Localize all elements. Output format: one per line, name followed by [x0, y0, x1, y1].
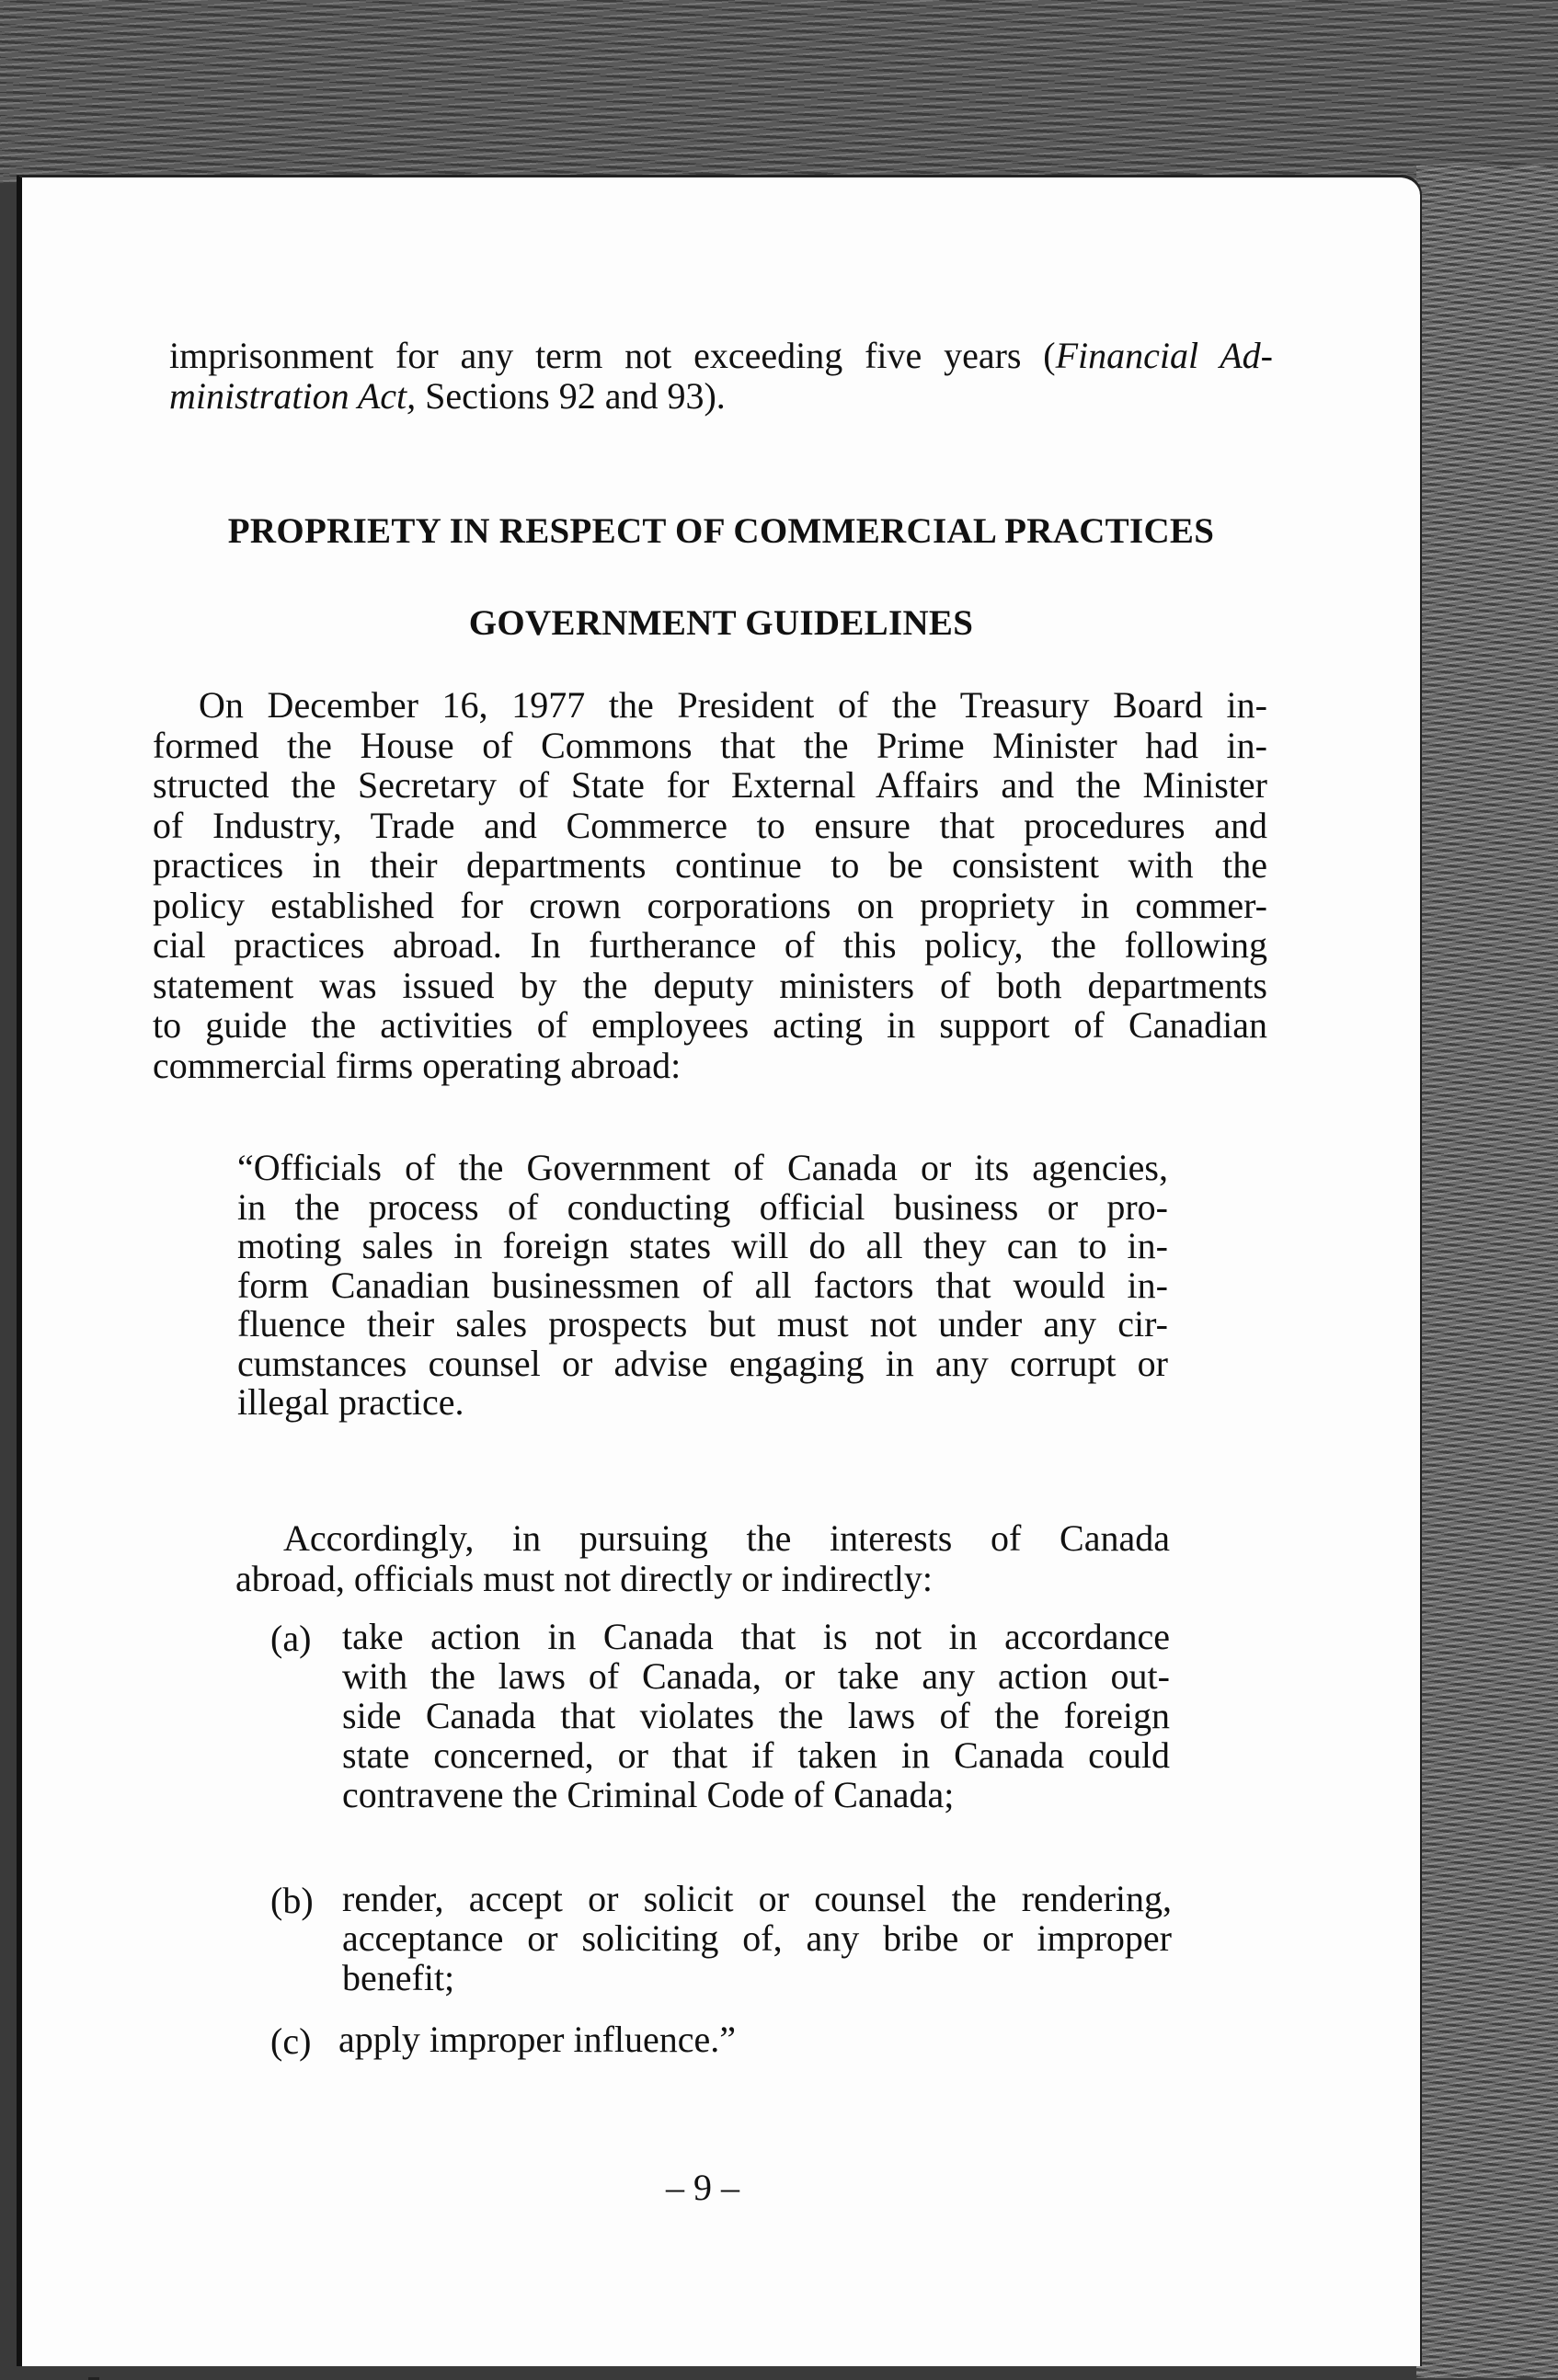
quote-line: moting sales in foreign states will do all they can to in- [237, 1225, 1168, 1266]
item-line: render, accept or solicit or counsel the rendering, [342, 1878, 1172, 1919]
item-line: with the laws of Canada, or take any action out- [342, 1655, 1170, 1697]
item-c-label: (c) [270, 2020, 312, 2062]
intro-line-2: ministration Act, Sections 92 and 93). [169, 374, 726, 417]
item-line: benefit; [342, 1957, 455, 1998]
accordingly-line: abroad, officials must not directly or indirectly: [235, 1557, 933, 1599]
item-b-label: (b) [270, 1880, 314, 1921]
intro-paragraph [169, 336, 1273, 416]
item-line: apply improper influence.” [338, 2019, 737, 2060]
main-heading: PROPRIETY IN RESPECT OF COMMERCIAL PRACTICES [227, 511, 1215, 551]
body-line: commercial firms operating abroad: [153, 1044, 682, 1086]
body-paragraph [153, 685, 1267, 1085]
item-line: side Canada that violates the laws of the foreign [342, 1695, 1170, 1736]
item-c-text [338, 2020, 1166, 2060]
item-line: take action in Canada that is not in accordance [342, 1616, 1170, 1657]
accordingly-paragraph [235, 1518, 1170, 1598]
body-line: On December 16, 1977 the President of the Treasury Board in- [199, 684, 1267, 726]
body-line: practices in their departments continue to be consistent with the [153, 844, 1267, 886]
body-line: formed the House of Commons that the Prime Minister had in- [153, 724, 1267, 766]
quote-line: in the process of conducting official business or pro- [237, 1185, 1168, 1228]
page-number: – 9 – [666, 2167, 739, 2208]
scan-background-top [0, 0, 1558, 184]
quote-block [237, 1149, 1168, 1423]
quote-line: “Officials of the Government of Canada or its agencies, [237, 1147, 1168, 1188]
body-line: statement was issued by the deputy ministers of both departments [153, 964, 1267, 1006]
document-page [17, 175, 1420, 2366]
intro-line-1: imprisonment for any term not exceeding five years (Financial Ad- [169, 335, 1274, 376]
item-b-text [342, 1879, 1172, 1997]
accordingly-line: Accordingly, in pursuing the interests of Canada [283, 1517, 1170, 1559]
body-line: to guide the activities of employees acting in support of Canadian [153, 1004, 1267, 1046]
item-a-label: (a) [270, 1618, 312, 1659]
body-line: policy established for crown corporations on propriety in commer- [153, 884, 1267, 926]
quote-line: fluence their sales prospects but must not under any cir- [237, 1303, 1168, 1344]
body-line: of Industry, Trade and Commerce to ensure that procedures and [153, 804, 1267, 846]
body-line: cial practices abroad. In furtherance of this policy, the following [153, 924, 1267, 966]
item-line: acceptance or soliciting of, any bribe or improper [342, 1917, 1172, 1959]
item-line: contravene the Criminal Code of Canada; [342, 1774, 955, 1815]
quote-line: form Canadian businessmen of all factors that would in- [237, 1264, 1168, 1306]
item-line: state concerned, or that if taken in Canada could [342, 1734, 1170, 1776]
item-a-text [342, 1617, 1170, 1814]
sub-heading: GOVERNMENT GUIDELINES [468, 603, 974, 643]
scan-background-right [1416, 166, 1558, 2378]
quote-line: cumstances counsel or advise engaging in any corrupt or [237, 1342, 1168, 1384]
body-line: structed the Secretary of State for External Affairs and the Minister [153, 764, 1267, 806]
quote-line: illegal practice. [237, 1381, 464, 1423]
